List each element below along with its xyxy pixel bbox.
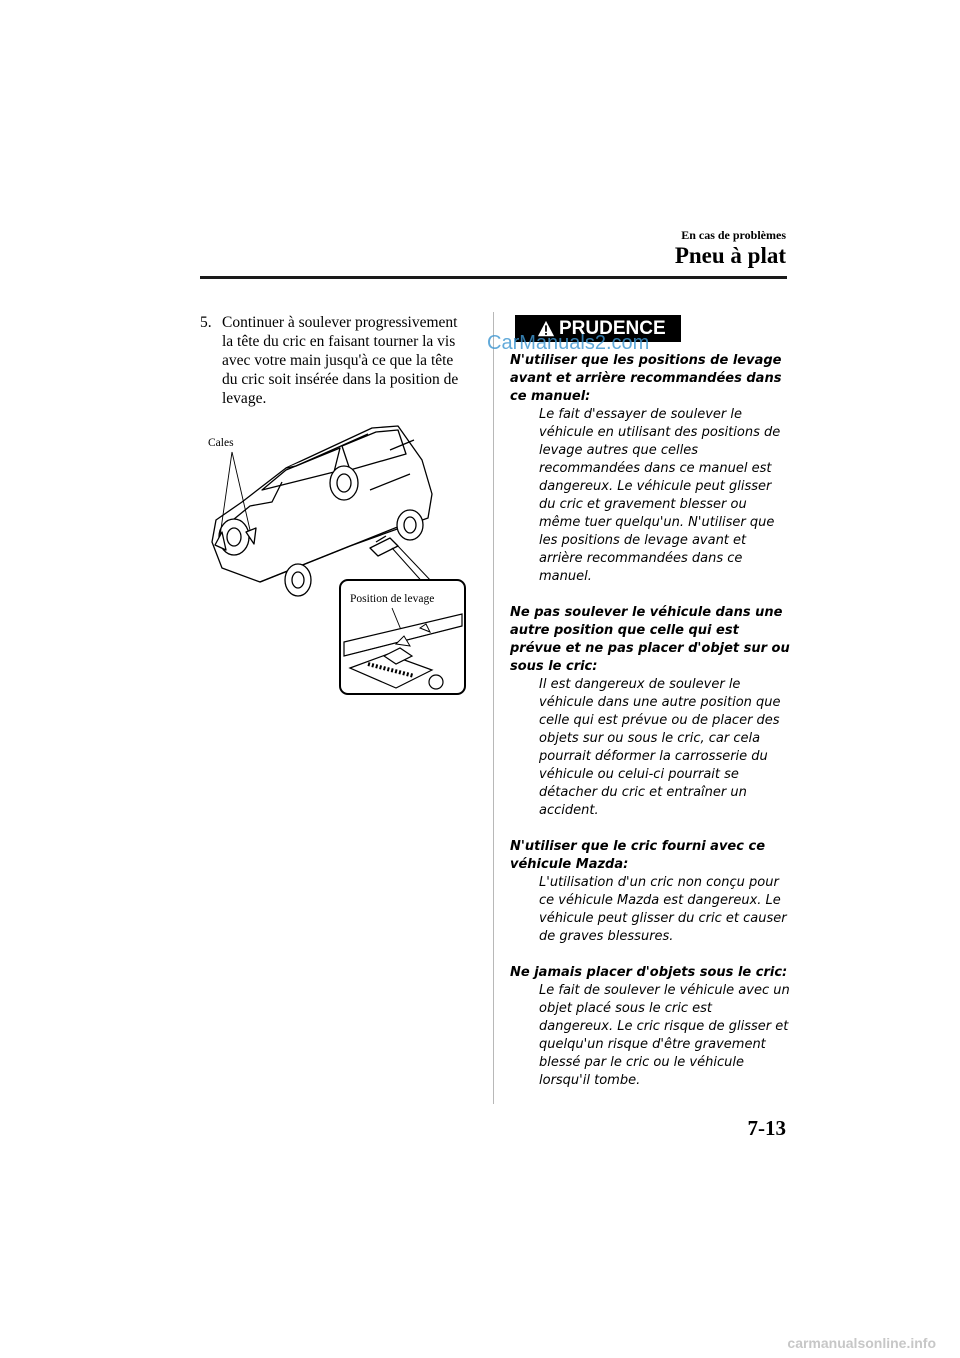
lift-point-detail [340, 580, 465, 694]
step-number: 5. [200, 314, 212, 331]
warning-list [510, 352, 790, 1108]
label-lift-point: Position de levage [350, 593, 435, 605]
label-chocks: Cales [208, 437, 234, 449]
wheel-rear-top [330, 466, 358, 500]
warning-item [510, 964, 790, 1090]
warning-body: Le fait d'essayer de soulever le véhicule en utilisant des positions de levage autres que celles recommandées dans ce manuel est dangereux. Le véhicule peut glisser du cric et gravement blesser ou même tuer quelqu'un. N'utiliser que les positions de levage avant et arrière recommandées dans ce manuel. [539, 407, 781, 584]
section-label: En cas de problèmes [681, 228, 786, 242]
warning-body: L'utilisation d'un cric non conçu pour ce véhicule Mazda est dangereux. Le véhicule peut glisser du cric et causer de graves blessures. [539, 875, 787, 944]
step-text: Continuer à soulever progressivement la tête du cric en faisant tourner la vis avec votre main jusqu'à ce que la tête du cric soit insérée dans la position de levage. [222, 314, 459, 407]
warning-item [510, 604, 790, 820]
page-number: 7-13 [747, 1116, 786, 1140]
header-rule [200, 276, 787, 279]
jack-illustration [200, 420, 475, 710]
warning-heading: N'utiliser que les positions de levage avant et arrière recommandées dans ce manuel: [510, 353, 782, 404]
warning-body: Il est dangereux de soulever le véhicule dans une autre position que celle qui est prévue ou de placer des objets sur ou sous le cric, car cela pourrait déformer la carrosserie du véhicule ou celui-ci pourrait se détacher du cric et entraîner un accident. [539, 677, 781, 818]
warning-heading: Ne pas soulever le véhicule dans une autre position que celle qui est prévue et ne pas placer d'objet sur ou sous le cric: [510, 605, 790, 674]
column-divider [493, 312, 494, 1104]
warning-badge-label: PRUDENCE [559, 317, 666, 339]
wheel-front-bottom [285, 564, 311, 596]
chapter-title: Pneu à plat [674, 243, 786, 268]
warning-heading: Ne jamais placer d'objets sous le cric: [510, 965, 788, 980]
warning-body: Le fait de soulever le véhicule avec un objet placé sous le cric est dangereux. Le cric risque de glisser et quelqu'un risque d'être gravement blessé par le cric ou le véhicule lorsqu'il tombe. [539, 983, 790, 1088]
wheel-rear-right [397, 510, 423, 540]
warning-item [510, 838, 790, 946]
car-drawing [212, 426, 432, 596]
warning-heading: N'utiliser que le cric fourni avec ce véhicule Mazda: [510, 839, 766, 872]
site-credit: carmanualsonline.info [787, 1335, 936, 1351]
step-instruction [200, 313, 470, 408]
warning-item [510, 352, 790, 586]
watermark: CarManuals2.com [487, 332, 650, 354]
